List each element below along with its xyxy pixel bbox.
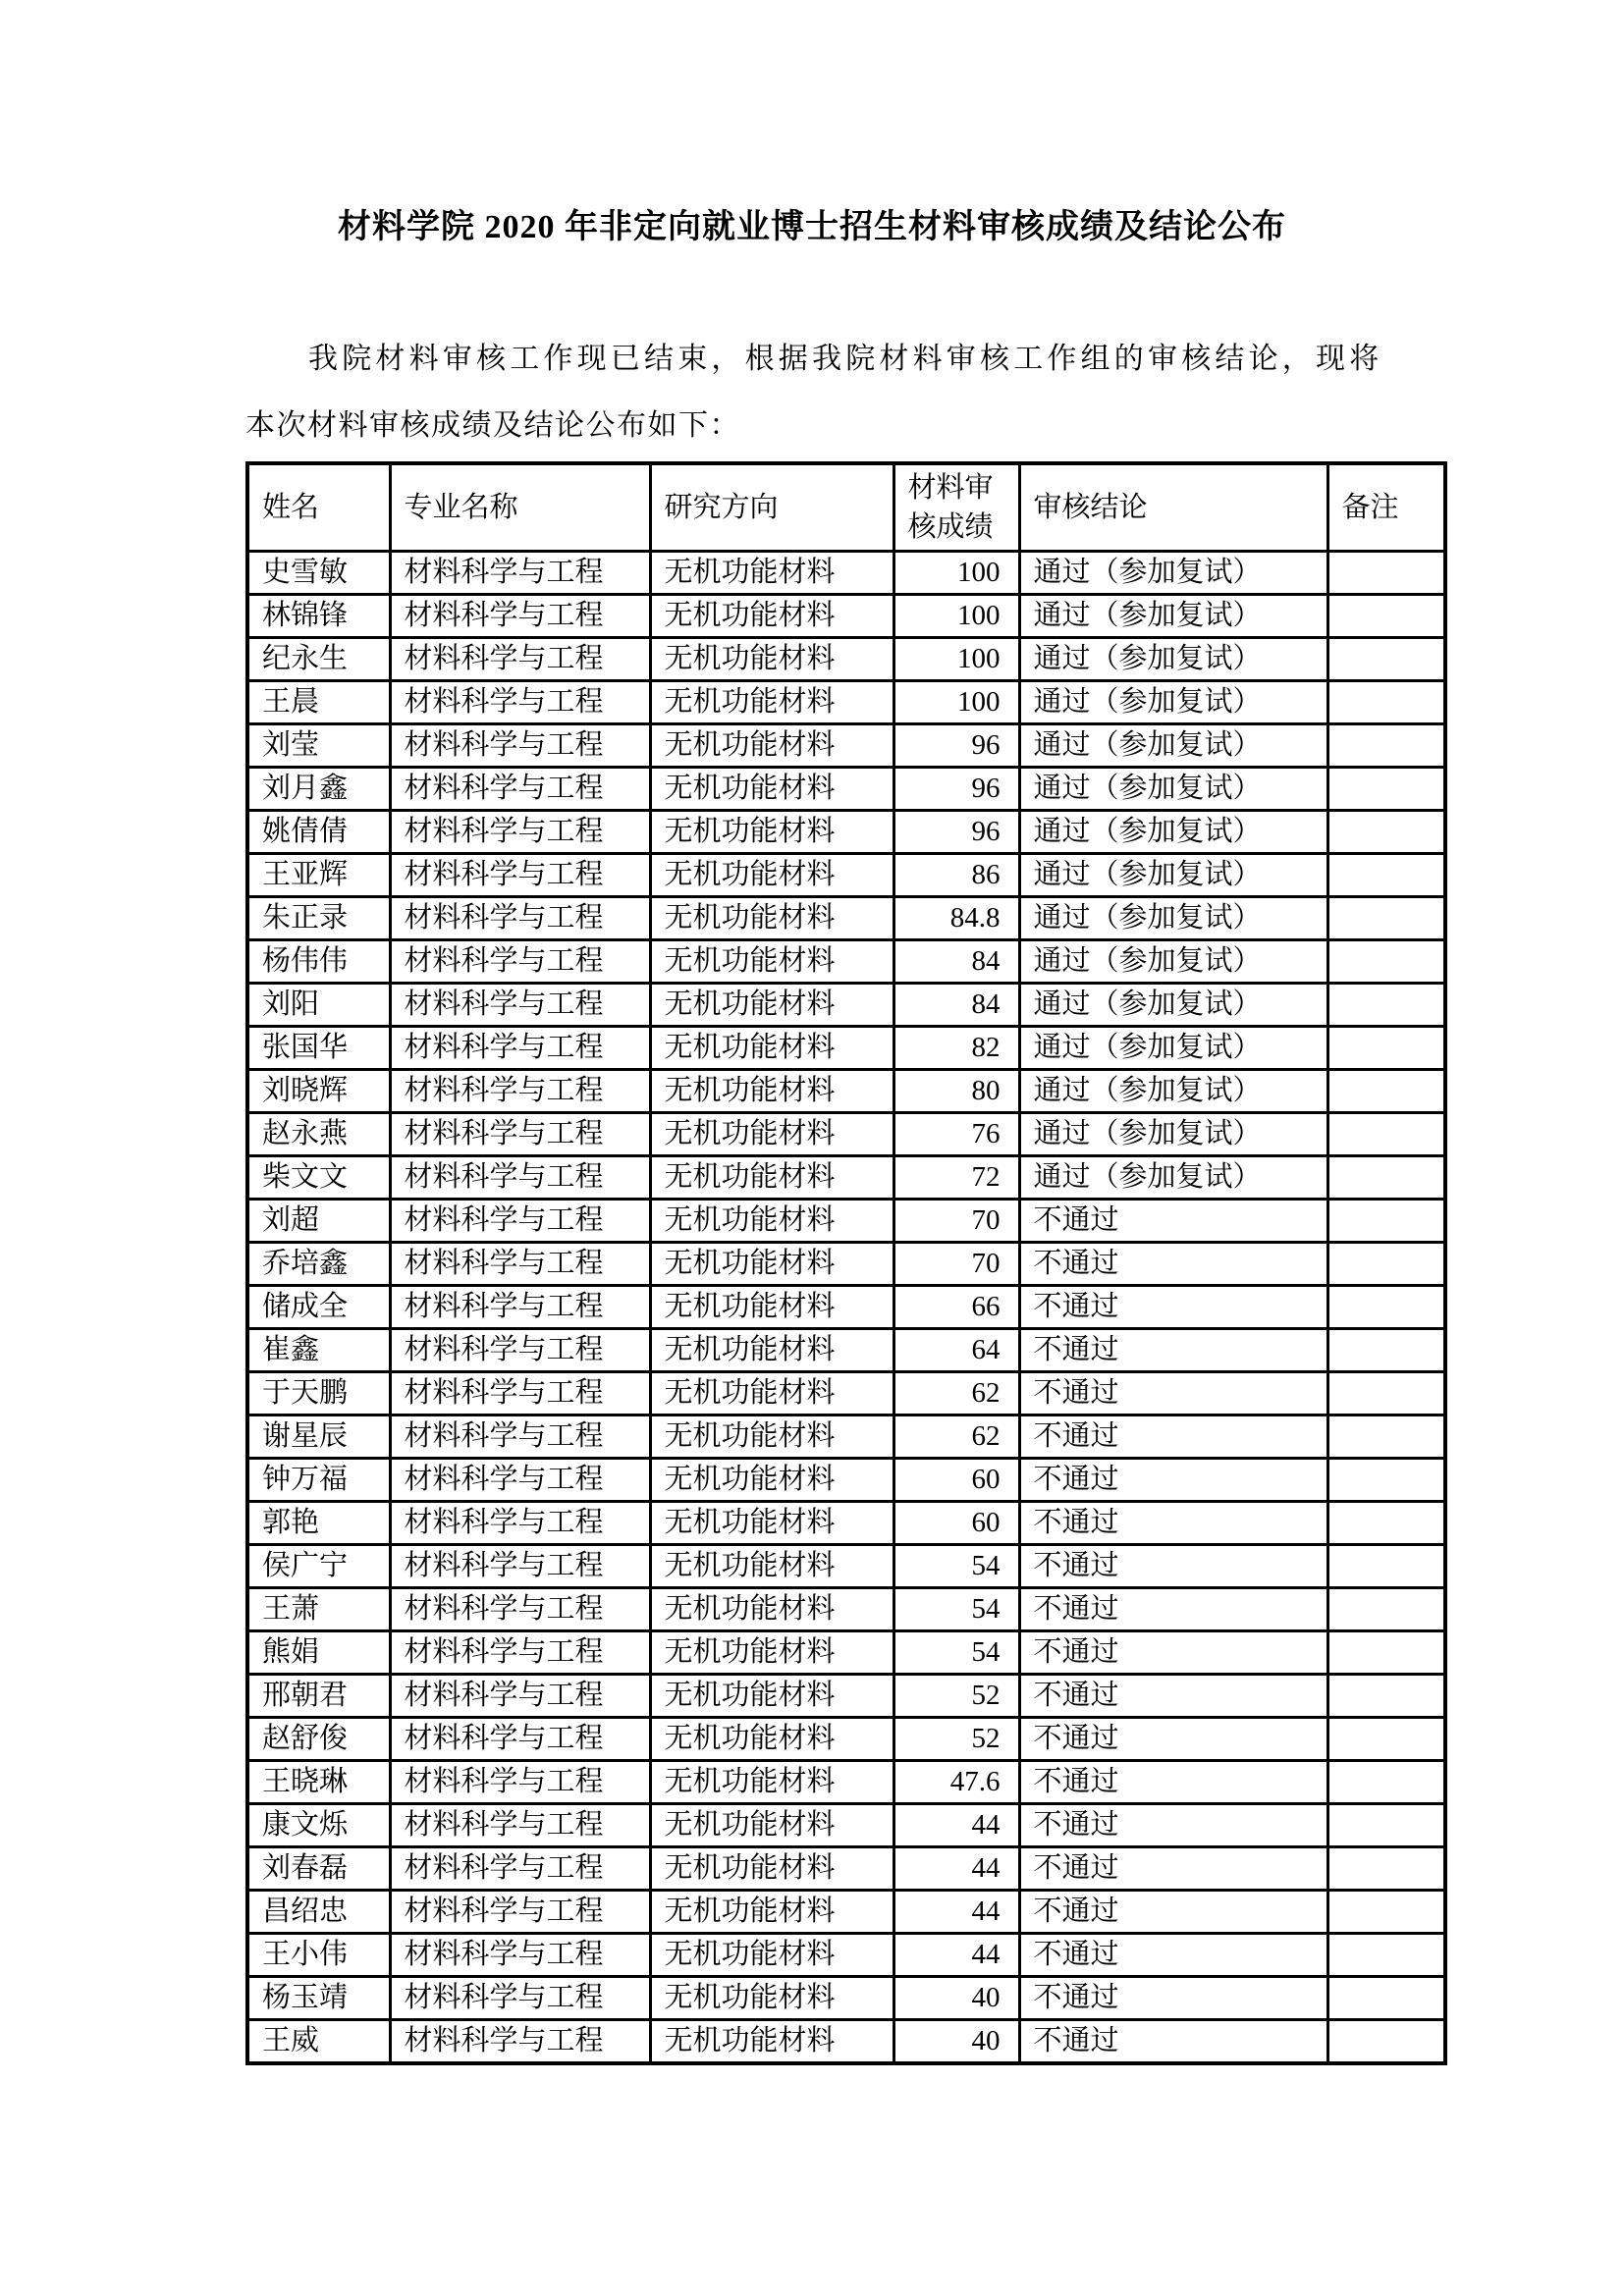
cell-conclusion: 不通过: [1019, 1459, 1327, 1502]
cell-remark: [1327, 854, 1445, 897]
table-row: [247, 897, 1445, 940]
cell-major: 材料科学与工程: [390, 1675, 650, 1718]
cell-remark: [1327, 638, 1445, 681]
cell-remark: [1327, 1761, 1445, 1804]
cell-score: 80: [893, 1070, 1019, 1113]
cell-direction: 无机功能材料: [650, 1675, 893, 1718]
cell-conclusion: 通过（参加复试）: [1019, 638, 1327, 681]
cell-direction: 无机功能材料: [650, 811, 893, 854]
cell-direction: 无机功能材料: [650, 768, 893, 811]
cell-score: 84: [893, 984, 1019, 1027]
table-row: [247, 984, 1445, 1027]
cell-score: 70: [893, 1243, 1019, 1286]
cell-score: 96: [893, 811, 1019, 854]
cell-direction: 无机功能材料: [650, 2020, 893, 2064]
column-header-conclusion: 审核结论: [1019, 463, 1327, 552]
cell-score: 100: [893, 595, 1019, 638]
cell-major: 材料科学与工程: [390, 1200, 650, 1243]
table-row: [247, 768, 1445, 811]
cell-major: 材料科学与工程: [390, 2020, 650, 2064]
cell-name: 谢星辰: [247, 1415, 390, 1459]
cell-remark: [1327, 1070, 1445, 1113]
cell-major: 材料科学与工程: [390, 1934, 650, 1977]
cell-direction: 无机功能材料: [650, 1631, 893, 1675]
table-row: [247, 1329, 1445, 1372]
cell-major: 材料科学与工程: [390, 638, 650, 681]
cell-major: 材料科学与工程: [390, 811, 650, 854]
cell-remark: [1327, 1502, 1445, 1545]
cell-conclusion: 通过（参加复试）: [1019, 595, 1327, 638]
cell-name: 刘超: [247, 1200, 390, 1243]
table-row: [247, 940, 1445, 984]
cell-score: 100: [893, 638, 1019, 681]
cell-conclusion: 不通过: [1019, 1675, 1327, 1718]
cell-remark: [1327, 1934, 1445, 1977]
cell-remark: [1327, 1286, 1445, 1329]
cell-conclusion: 通过（参加复试）: [1019, 1156, 1327, 1200]
cell-name: 于天鹏: [247, 1372, 390, 1415]
cell-major: 材料科学与工程: [390, 1847, 650, 1891]
cell-name: 柴文文: [247, 1156, 390, 1200]
cell-name: 崔鑫: [247, 1329, 390, 1372]
cell-direction: 无机功能材料: [650, 1847, 893, 1891]
cell-remark: [1327, 1459, 1445, 1502]
cell-direction: 无机功能材料: [650, 1243, 893, 1286]
table-row: [247, 1286, 1445, 1329]
table-row: [247, 1415, 1445, 1459]
cell-remark: [1327, 1329, 1445, 1372]
table-row: [247, 854, 1445, 897]
table-row: [247, 552, 1445, 595]
table-row: [247, 1372, 1445, 1415]
cell-major: 材料科学与工程: [390, 1718, 650, 1761]
cell-score: 76: [893, 1113, 1019, 1156]
cell-major: 材料科学与工程: [390, 897, 650, 940]
cell-direction: 无机功能材料: [650, 1200, 893, 1243]
cell-name: 康文烁: [247, 1804, 390, 1847]
cell-conclusion: 不通过: [1019, 1804, 1327, 1847]
cell-major: 材料科学与工程: [390, 724, 650, 768]
cell-name: 王亚辉: [247, 854, 390, 897]
table-row: [247, 1761, 1445, 1804]
cell-name: 王小伟: [247, 1934, 390, 1977]
cell-conclusion: 通过（参加复试）: [1019, 768, 1327, 811]
cell-remark: [1327, 1545, 1445, 1588]
cell-conclusion: 不通过: [1019, 1545, 1327, 1588]
table-row: [247, 1243, 1445, 1286]
cell-name: 赵舒俊: [247, 1718, 390, 1761]
table-row: [247, 1977, 1445, 2020]
cell-direction: 无机功能材料: [650, 1804, 893, 1847]
cell-remark: [1327, 1113, 1445, 1156]
table-row: [247, 681, 1445, 724]
cell-name: 朱正录: [247, 897, 390, 940]
cell-direction: 无机功能材料: [650, 1718, 893, 1761]
cell-conclusion: 不通过: [1019, 1200, 1327, 1243]
cell-direction: 无机功能材料: [650, 724, 893, 768]
cell-name: 杨玉靖: [247, 1977, 390, 2020]
intro-line-1: 我院材料审核工作现已结束，根据我院材料审核工作组的审核结论，现将: [308, 343, 1383, 375]
cell-major: 材料科学与工程: [390, 1761, 650, 1804]
cell-score: 62: [893, 1415, 1019, 1459]
cell-score: 44: [893, 1891, 1019, 1934]
cell-conclusion: 不通过: [1019, 1502, 1327, 1545]
cell-remark: [1327, 1977, 1445, 2020]
cell-direction: 无机功能材料: [650, 1545, 893, 1588]
cell-major: 材料科学与工程: [390, 768, 650, 811]
cell-score: 82: [893, 1027, 1019, 1070]
cell-remark: [1327, 1891, 1445, 1934]
cell-remark: [1327, 1243, 1445, 1286]
cell-direction: 无机功能材料: [650, 638, 893, 681]
table-row: [247, 1718, 1445, 1761]
table-row: [247, 638, 1445, 681]
cell-name: 邢朝君: [247, 1675, 390, 1718]
cell-conclusion: 不通过: [1019, 1631, 1327, 1675]
cell-remark: [1327, 1156, 1445, 1200]
table-row: [247, 1934, 1445, 1977]
cell-remark: [1327, 1631, 1445, 1675]
cell-score: 44: [893, 1804, 1019, 1847]
cell-conclusion: 通过（参加复试）: [1019, 854, 1327, 897]
table-row: [247, 724, 1445, 768]
cell-major: 材料科学与工程: [390, 1243, 650, 1286]
table-row: [247, 1675, 1445, 1718]
cell-score: 60: [893, 1502, 1019, 1545]
table-row: [247, 1502, 1445, 1545]
table-row: [247, 1027, 1445, 1070]
cell-name: 王晨: [247, 681, 390, 724]
cell-conclusion: 不通过: [1019, 1286, 1327, 1329]
cell-major: 材料科学与工程: [390, 1415, 650, 1459]
cell-direction: 无机功能材料: [650, 940, 893, 984]
cell-remark: [1327, 724, 1445, 768]
cell-name: 乔培鑫: [247, 1243, 390, 1286]
cell-major: 材料科学与工程: [390, 1372, 650, 1415]
cell-remark: [1327, 984, 1445, 1027]
cell-major: 材料科学与工程: [390, 1286, 650, 1329]
cell-major: 材料科学与工程: [390, 1804, 650, 1847]
cell-conclusion: 通过（参加复试）: [1019, 681, 1327, 724]
cell-score: 84: [893, 940, 1019, 984]
cell-major: 材料科学与工程: [390, 854, 650, 897]
cell-direction: 无机功能材料: [650, 1891, 893, 1934]
cell-direction: 无机功能材料: [650, 1329, 893, 1372]
cell-direction: 无机功能材料: [650, 1156, 893, 1200]
cell-major: 材料科学与工程: [390, 595, 650, 638]
cell-direction: 无机功能材料: [650, 1286, 893, 1329]
cell-name: 刘阳: [247, 984, 390, 1027]
cell-remark: [1327, 1415, 1445, 1459]
cell-score: 100: [893, 552, 1019, 595]
cell-remark: [1327, 1847, 1445, 1891]
cell-conclusion: 不通过: [1019, 1977, 1327, 2020]
cell-score: 64: [893, 1329, 1019, 1372]
cell-remark: [1327, 2020, 1445, 2064]
cell-remark: [1327, 681, 1445, 724]
cell-major: 材料科学与工程: [390, 1545, 650, 1588]
table-row: [247, 1070, 1445, 1113]
table-row: [247, 1804, 1445, 1847]
table-row: [247, 1891, 1445, 1934]
cell-conclusion: 通过（参加复试）: [1019, 1027, 1327, 1070]
cell-remark: [1327, 552, 1445, 595]
cell-score: 40: [893, 1977, 1019, 2020]
cell-remark: [1327, 1718, 1445, 1761]
cell-major: 材料科学与工程: [390, 984, 650, 1027]
cell-name: 侯广宁: [247, 1545, 390, 1588]
cell-direction: 无机功能材料: [650, 897, 893, 940]
cell-direction: 无机功能材料: [650, 1372, 893, 1415]
cell-conclusion: 通过（参加复试）: [1019, 552, 1327, 595]
cell-name: 刘月鑫: [247, 768, 390, 811]
cell-major: 材料科学与工程: [390, 1459, 650, 1502]
table-header-row: [247, 463, 1445, 552]
cell-major: 材料科学与工程: [390, 681, 650, 724]
cell-name: 郭艳: [247, 1502, 390, 1545]
cell-major: 材料科学与工程: [390, 1891, 650, 1934]
column-header-direction: 研究方向: [650, 463, 893, 552]
table-header: [247, 463, 1445, 552]
cell-conclusion: 通过（参加复试）: [1019, 811, 1327, 854]
table-row: [247, 1113, 1445, 1156]
cell-remark: [1327, 1200, 1445, 1243]
table-row: [247, 1545, 1445, 1588]
cell-score: 62: [893, 1372, 1019, 1415]
document-title: 材料学院 2020 年非定向就业博士招生材料审核成绩及结论公布: [338, 209, 1286, 245]
cell-name: 林锦锋: [247, 595, 390, 638]
cell-conclusion: 通过（参加复试）: [1019, 1113, 1327, 1156]
column-header-name: 姓名: [247, 463, 390, 552]
cell-remark: [1327, 768, 1445, 811]
cell-direction: 无机功能材料: [650, 552, 893, 595]
cell-name: 姚倩倩: [247, 811, 390, 854]
cell-name: 储成全: [247, 1286, 390, 1329]
column-header-major: 专业名称: [390, 463, 650, 552]
cell-remark: [1327, 1804, 1445, 1847]
cell-major: 材料科学与工程: [390, 1977, 650, 2020]
table-row: [247, 1459, 1445, 1502]
cell-name: 昌绍忠: [247, 1891, 390, 1934]
cell-name: 王晓琳: [247, 1761, 390, 1804]
cell-score: 70: [893, 1200, 1019, 1243]
cell-direction: 无机功能材料: [650, 1934, 893, 1977]
table-row: [247, 1200, 1445, 1243]
table-row: [247, 2020, 1445, 2064]
cell-name: 熊娟: [247, 1631, 390, 1675]
cell-score: 96: [893, 724, 1019, 768]
cell-score: 54: [893, 1588, 1019, 1631]
table-row: [247, 811, 1445, 854]
cell-remark: [1327, 1675, 1445, 1718]
cell-score: 86: [893, 854, 1019, 897]
cell-name: 赵永燕: [247, 1113, 390, 1156]
cell-major: 材料科学与工程: [390, 940, 650, 984]
cell-direction: 无机功能材料: [650, 595, 893, 638]
cell-remark: [1327, 897, 1445, 940]
cell-conclusion: 不通过: [1019, 1934, 1327, 1977]
cell-direction: 无机功能材料: [650, 1070, 893, 1113]
cell-conclusion: 不通过: [1019, 1415, 1327, 1459]
cell-name: 刘莹: [247, 724, 390, 768]
cell-major: 材料科学与工程: [390, 1113, 650, 1156]
cell-score: 100: [893, 681, 1019, 724]
cell-score: 96: [893, 768, 1019, 811]
table-row: [247, 595, 1445, 638]
table-body: [247, 552, 1445, 2064]
cell-conclusion: 不通过: [1019, 1718, 1327, 1761]
cell-remark: [1327, 1372, 1445, 1415]
cell-score: 40: [893, 2020, 1019, 2064]
intro-line-2: 本次材料审核成绩及结论公布如下：: [245, 409, 740, 442]
cell-score: 44: [893, 1934, 1019, 1977]
cell-conclusion: 不通过: [1019, 2020, 1327, 2064]
cell-name: 王萧: [247, 1588, 390, 1631]
cell-score: 72: [893, 1156, 1019, 1200]
cell-conclusion: 不通过: [1019, 1847, 1327, 1891]
column-header-remark: 备注: [1327, 463, 1445, 552]
cell-direction: 无机功能材料: [650, 984, 893, 1027]
cell-conclusion: 不通过: [1019, 1588, 1327, 1631]
cell-conclusion: 通过（参加复试）: [1019, 940, 1327, 984]
cell-name: 史雪敏: [247, 552, 390, 595]
cell-score: 47.6: [893, 1761, 1019, 1804]
cell-score: 54: [893, 1545, 1019, 1588]
results-table: [245, 461, 1447, 2065]
cell-score: 66: [893, 1286, 1019, 1329]
cell-major: 材料科学与工程: [390, 1156, 650, 1200]
cell-direction: 无机功能材料: [650, 1415, 893, 1459]
cell-conclusion: 通过（参加复试）: [1019, 1070, 1327, 1113]
cell-name: 张国华: [247, 1027, 390, 1070]
cell-direction: 无机功能材料: [650, 1761, 893, 1804]
cell-major: 材料科学与工程: [390, 1070, 650, 1113]
cell-major: 材料科学与工程: [390, 1631, 650, 1675]
cell-score: 44: [893, 1847, 1019, 1891]
table-row: [247, 1588, 1445, 1631]
cell-score: 52: [893, 1718, 1019, 1761]
cell-major: 材料科学与工程: [390, 1329, 650, 1372]
table-row: [247, 1631, 1445, 1675]
cell-conclusion: 不通过: [1019, 1891, 1327, 1934]
cell-conclusion: 不通过: [1019, 1372, 1327, 1415]
cell-name: 纪永生: [247, 638, 390, 681]
cell-remark: [1327, 940, 1445, 984]
cell-score: 84.8: [893, 897, 1019, 940]
cell-name: 杨伟伟: [247, 940, 390, 984]
cell-remark: [1327, 1027, 1445, 1070]
cell-conclusion: 通过（参加复试）: [1019, 984, 1327, 1027]
cell-remark: [1327, 595, 1445, 638]
cell-conclusion: 不通过: [1019, 1243, 1327, 1286]
cell-name: 王威: [247, 2020, 390, 2064]
cell-score: 54: [893, 1631, 1019, 1675]
cell-remark: [1327, 1588, 1445, 1631]
cell-conclusion: 通过（参加复试）: [1019, 724, 1327, 768]
table-row: [247, 1847, 1445, 1891]
cell-conclusion: 通过（参加复试）: [1019, 897, 1327, 940]
cell-score: 60: [893, 1459, 1019, 1502]
cell-direction: 无机功能材料: [650, 681, 893, 724]
cell-major: 材料科学与工程: [390, 1027, 650, 1070]
cell-major: 材料科学与工程: [390, 1502, 650, 1545]
cell-direction: 无机功能材料: [650, 1502, 893, 1545]
cell-conclusion: 不通过: [1019, 1761, 1327, 1804]
cell-name: 钟万福: [247, 1459, 390, 1502]
cell-direction: 无机功能材料: [650, 1113, 893, 1156]
column-header-score: 材料审核成绩: [893, 463, 1019, 552]
cell-direction: 无机功能材料: [650, 854, 893, 897]
cell-major: 材料科学与工程: [390, 552, 650, 595]
intro-paragraph: [245, 326, 1477, 459]
cell-direction: 无机功能材料: [650, 1588, 893, 1631]
cell-direction: 无机功能材料: [650, 1027, 893, 1070]
cell-score: 52: [893, 1675, 1019, 1718]
cell-direction: 无机功能材料: [650, 1977, 893, 2020]
cell-conclusion: 不通过: [1019, 1329, 1327, 1372]
cell-name: 刘春磊: [247, 1847, 390, 1891]
table-row: [247, 1156, 1445, 1200]
cell-remark: [1327, 811, 1445, 854]
cell-name: 刘晓辉: [247, 1070, 390, 1113]
cell-direction: 无机功能材料: [650, 1459, 893, 1502]
cell-major: 材料科学与工程: [390, 1588, 650, 1631]
